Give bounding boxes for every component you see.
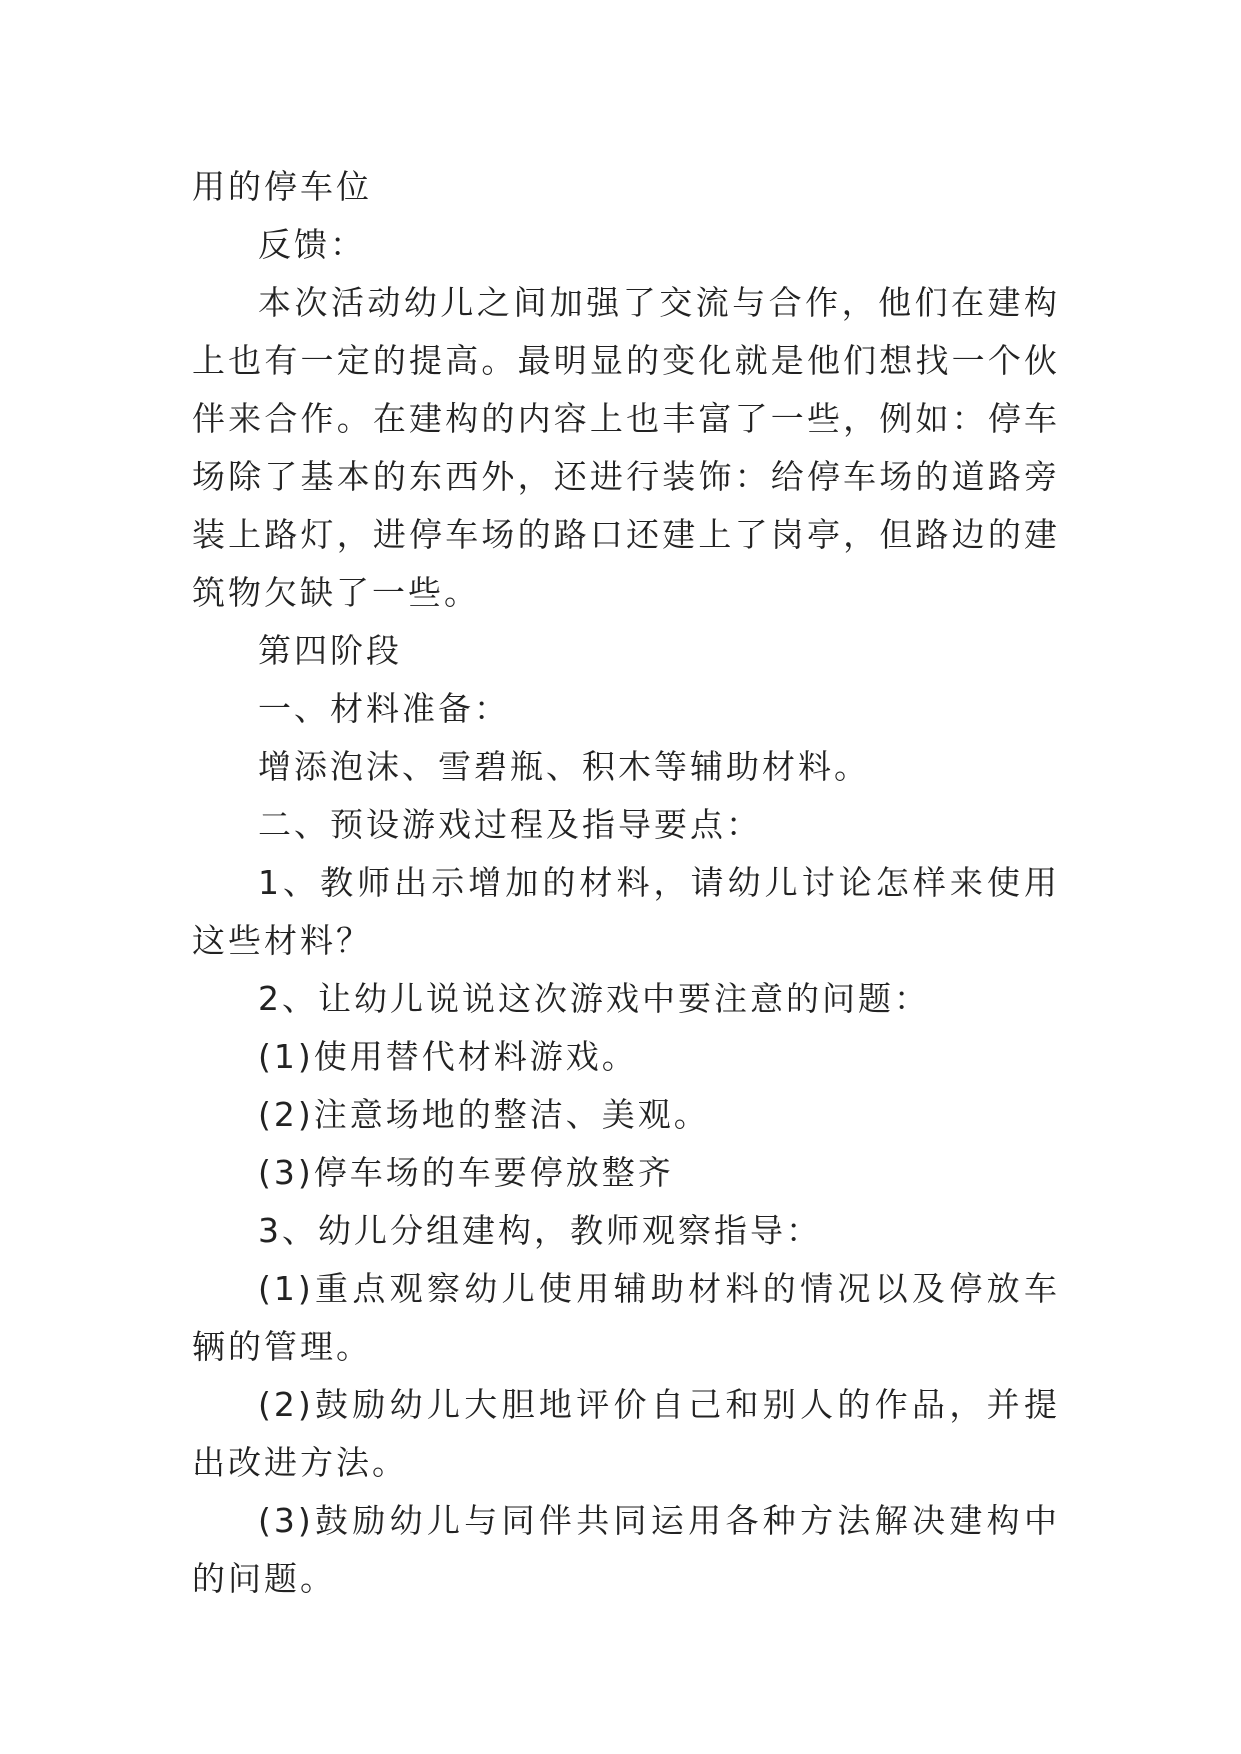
paragraph-step-3-item-2: (2)鼓励幼儿大胆地评价自己和别人的作品，并提出改进方法。 [192,1385,1060,1482]
paragraph-step-2: 2、让幼儿说说这次游戏中要注意的问题： [258,979,930,1018]
paragraph-step-3-item-3: (3)鼓励幼儿与同伴共同运用各种方法解决建构中的问题。 [192,1501,1060,1598]
paragraph-step-3: 3、幼儿分组建构，教师观察指导： [258,1211,822,1250]
paragraph-step-2-item-1: (1)使用替代材料游戏。 [258,1037,638,1076]
paragraph-feedback-body: 本次活动幼儿之间加强了交流与合作，他们在建构上也有一定的提高。最明显的变化就是他们想找一个伙伴来合作。在建构的内容上也丰富了一些，例如：停车场除了基本的东西外，还进行装饰：给停车场的道路旁装上路灯，进停车场的路口还建上了岗亭，但路边的建筑物欠缺了一些。 [192,283,1060,612]
paragraph-stage-four-heading: 第四阶段 [258,631,402,670]
document-body [192,158,1060,1608]
paragraph-step-1: 1、教师出示增加的材料，请幼儿讨论怎样来使用这些材料？ [192,863,1060,960]
paragraph-parking-continuation: 用的停车位 [192,167,372,206]
paragraph-materials-heading: 一、材料准备： [258,689,510,728]
paragraph-step-2-item-3: (3)停车场的车要停放整齐 [258,1153,674,1192]
paragraph-materials-body: 增添泡沫、雪碧瓶、积木等辅助材料。 [258,747,870,786]
paragraph-step-3-item-1: (1)重点观察幼儿使用辅助材料的情况以及停放车辆的管理。 [192,1269,1060,1366]
paragraph-process-heading: 二、预设游戏过程及指导要点： [258,805,762,844]
paragraph-step-2-item-2: (2)注意场地的整洁、美观。 [258,1095,710,1134]
paragraph-feedback-heading: 反馈： [258,225,366,264]
